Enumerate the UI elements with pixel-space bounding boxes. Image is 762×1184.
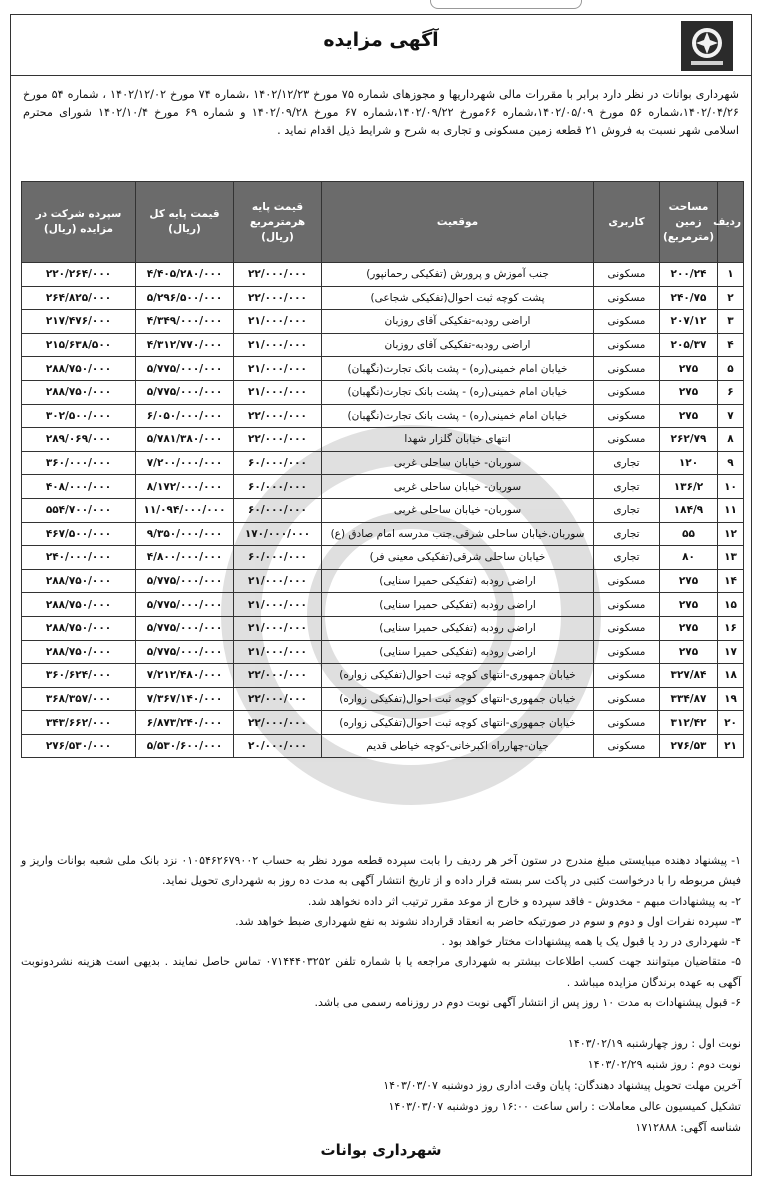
table-row [22, 428, 744, 452]
cell-unit-price: ۲۱/۰۰۰/۰۰۰ [234, 569, 322, 593]
cell-deposit: ۲۸۸/۷۵۰/۰۰۰ [22, 569, 136, 593]
cell-deposit: ۴۰۸/۰۰۰/۰۰۰ [22, 475, 136, 499]
cell-unit-price: ۶۰/۰۰۰/۰۰۰ [234, 498, 322, 522]
cell-total-price: ۵/۷۷۵/۰۰۰/۰۰۰ [136, 380, 234, 404]
table-row [22, 734, 744, 758]
cell-area: ۲۷۵ [660, 640, 718, 664]
cell-location: خیابان ساحلی شرقی(تفکیکی معینی فر) [322, 546, 594, 570]
cell-total-price: ۵/۵۳۰/۶۰۰/۰۰۰ [136, 734, 234, 758]
cell-location: خیابان جمهوری-انتهای کوچه ثبت احوال(تفکیکی زواره) [322, 687, 594, 711]
cell-unit-price: ۱۷۰/۰۰۰/۰۰۰ [234, 522, 322, 546]
cell-area: ۲۴۰/۷۵ [660, 286, 718, 310]
notice-sheet [10, 14, 752, 1176]
second-publication-date: نوبت دوم : روز شنبه ۱۴۰۳/۰۲/۲۹ [587, 1058, 741, 1071]
cell-usage: مسکونی [594, 333, 660, 357]
cell-row-number: ۱۳ [718, 546, 744, 570]
table-row [22, 640, 744, 664]
cell-usage: تجاری [594, 451, 660, 475]
first-publication-date: نوبت اول : روز چهارشنبه ۱۴۰۳/۰۲/۱۹ [567, 1037, 741, 1050]
cell-usage: مسکونی [594, 616, 660, 640]
cell-usage: تجاری [594, 475, 660, 499]
cell-total-price: ۵/۷۷۵/۰۰۰/۰۰۰ [136, 357, 234, 381]
cell-row-number: ۴ [718, 333, 744, 357]
cell-deposit: ۲۸۸/۷۵۰/۰۰۰ [22, 616, 136, 640]
submission-deadline: آخرین مهلت تحویل پیشنهاد دهندگان: پایان وقت اداری روز دوشنبه ۱۴۰۳/۰۳/۰۷ [383, 1079, 741, 1092]
cell-area: ۱۸۴/۹ [660, 498, 718, 522]
table-header-row [22, 182, 744, 263]
cell-deposit: ۲۸۹/۰۶۹/۰۰۰ [22, 428, 136, 452]
condition-item: ۶- قبول پیشنهادات به مدت ۱۰ روز پس از انتشار آگهی نوبت دوم در روزنامه رسمی می باشد. [314, 996, 741, 1010]
cell-area: ۲۷۵ [660, 380, 718, 404]
conditions-list [21, 851, 741, 1013]
cell-location: اراضی رودبه (تفکیکی حمیرا سنایی) [322, 616, 594, 640]
table-row [22, 616, 744, 640]
cell-unit-price: ۲۲/۰۰۰/۰۰۰ [234, 286, 322, 310]
cell-area: ۲۷۵ [660, 593, 718, 617]
cell-usage: تجاری [594, 522, 660, 546]
cell-deposit: ۴۶۷/۵۰۰/۰۰۰ [22, 522, 136, 546]
cell-area: ۲۰۰/۲۴ [660, 263, 718, 287]
cell-total-price: ۵/۷۷۵/۰۰۰/۰۰۰ [136, 616, 234, 640]
cell-row-number: ۱۴ [718, 569, 744, 593]
table-row [22, 569, 744, 593]
cell-area: ۸۰ [660, 546, 718, 570]
cell-total-price: ۵/۷۸۱/۳۸۰/۰۰۰ [136, 428, 234, 452]
cell-area: ۲۷۵ [660, 357, 718, 381]
cell-row-number: ۲۰ [718, 711, 744, 735]
cell-total-price: ۵/۷۷۵/۰۰۰/۰۰۰ [136, 640, 234, 664]
header-usage: کاربری [594, 182, 660, 263]
cell-unit-price: ۲۲/۰۰۰/۰۰۰ [234, 711, 322, 735]
cell-usage: مسکونی [594, 711, 660, 735]
cell-total-price: ۴/۴۰۵/۲۸۰/۰۰۰ [136, 263, 234, 287]
table-row [22, 593, 744, 617]
cell-deposit: ۲۸۸/۷۵۰/۰۰۰ [22, 380, 136, 404]
condition-item: ۳- سپرده نفرات اول و دوم و سوم در صورتیکه حاضر به انعقاد قرارداد نشوند به نفع شهرداری ضبط خواهد شد. [235, 914, 741, 928]
cell-deposit: ۲۶۴/۸۲۵/۰۰۰ [22, 286, 136, 310]
cell-total-price: ۵/۲۹۶/۵۰۰/۰۰۰ [136, 286, 234, 310]
table-row [22, 451, 744, 475]
cell-row-number: ۳ [718, 310, 744, 334]
cell-location: جیان-چهارراه اکبرخانی-کوچه خیاطی قدیم [322, 734, 594, 758]
cell-usage: مسکونی [594, 286, 660, 310]
cell-row-number: ۲۱ [718, 734, 744, 758]
cell-deposit: ۲۱۵/۶۳۸/۵۰۰ [22, 333, 136, 357]
cell-area: ۱۲۰ [660, 451, 718, 475]
cell-unit-price: ۲۲/۰۰۰/۰۰۰ [234, 263, 322, 287]
cell-row-number: ۵ [718, 357, 744, 381]
cell-total-price: ۴/۸۰۰/۰۰۰/۰۰۰ [136, 546, 234, 570]
cell-row-number: ۱۷ [718, 640, 744, 664]
cell-usage: مسکونی [594, 404, 660, 428]
cell-unit-price: ۶۰/۰۰۰/۰۰۰ [234, 451, 322, 475]
condition-item: ۵- متقاضیان میتوانند جهت کسب اطلاعات بیشتر به شهرداری مراجعه یا با شماره تلفن ۰۷۱۴۴۴۰۳۲۵۲ تماس حاصل نمایند . بدیهی است هزینه نشردونوبت آگهی به عهده برندگان مزایده میباشد . [21, 955, 741, 989]
header-unit-price: قیمت پایه هرمترمربع (ریال) [234, 182, 322, 263]
cell-row-number: ۱۸ [718, 664, 744, 688]
cell-deposit: ۳۶۰/۶۲۴/۰۰۰ [22, 664, 136, 688]
cell-area: ۳۳۴/۸۷ [660, 687, 718, 711]
cell-deposit: ۲۷۶/۵۳۰/۰۰۰ [22, 734, 136, 758]
cell-row-number: ۸ [718, 428, 744, 452]
header-deposit: سپرده شرکت در مزایده (ریال) [22, 182, 136, 263]
header-location: موقعیت [322, 182, 594, 263]
cell-location: سوربان- خیابان ساحلی غربی [322, 498, 594, 522]
cell-location: اراضی رودبه (تفکیکی حمیرا سنایی) [322, 640, 594, 664]
cell-unit-price: ۲۱/۰۰۰/۰۰۰ [234, 380, 322, 404]
cell-area: ۲۷۶/۵۳ [660, 734, 718, 758]
cell-deposit: ۲۸۸/۷۵۰/۰۰۰ [22, 593, 136, 617]
lots-table [21, 181, 744, 758]
cell-deposit: ۲۱۷/۴۷۶/۰۰۰ [22, 310, 136, 334]
table-row [22, 687, 744, 711]
cell-location: سوربان- خیابان ساحلی غربی [322, 475, 594, 499]
cell-location: اراضی رودبه (تفکیکی حمیرا سنایی) [322, 569, 594, 593]
cell-location: خیابان جمهوری-انتهای کوچه ثبت احوال(تفکیکی زواره) [322, 711, 594, 735]
cell-deposit: ۳۶۰/۰۰۰/۰۰۰ [22, 451, 136, 475]
cell-area: ۳۱۲/۴۲ [660, 711, 718, 735]
cell-row-number: ۱ [718, 263, 744, 287]
schedule-block [21, 1033, 741, 1138]
cell-area: ۳۲۷/۸۴ [660, 664, 718, 688]
cell-row-number: ۱۶ [718, 616, 744, 640]
header-total-price: قیمت پایه کل (ریال) [136, 182, 234, 263]
cell-unit-price: ۲۲/۰۰۰/۰۰۰ [234, 687, 322, 711]
cell-total-price: ۱۱/۰۹۴/۰۰۰/۰۰۰ [136, 498, 234, 522]
table-row [22, 263, 744, 287]
cell-total-price: ۸/۱۷۲/۰۰۰/۰۰۰ [136, 475, 234, 499]
header-row-number: ردیف [718, 182, 744, 263]
cell-deposit: ۳۰۲/۵۰۰/۰۰۰ [22, 404, 136, 428]
cell-row-number: ۱۹ [718, 687, 744, 711]
cell-area: ۵۵ [660, 522, 718, 546]
cell-deposit: ۲۸۸/۷۵۰/۰۰۰ [22, 357, 136, 381]
cell-unit-price: ۲۱/۰۰۰/۰۰۰ [234, 593, 322, 617]
cell-total-price: ۹/۳۵۰/۰۰۰/۰۰۰ [136, 522, 234, 546]
cell-deposit: ۳۴۳/۶۶۲/۰۰۰ [22, 711, 136, 735]
cell-row-number: ۶ [718, 380, 744, 404]
condition-item: ۱- پیشنهاد دهنده میبایستی مبلغ مندرج در ستون آخر هر ردیف را بابت سپرده قطعه مورد نظر به حساب ۰۱۰۵۴۶۲۶۷۹۰۰۲ نزد بانک ملی شعبه بوانات واریز و فیش مربوطه را با درخواست کتبی در پاکت سر بسته قرار داده و از تاریخ انتشار آگهی به مدت ده روز به شهرداری تحویل نماید. [21, 854, 741, 888]
cell-total-price: ۶/۸۷۳/۲۴۰/۰۰۰ [136, 711, 234, 735]
table-row [22, 404, 744, 428]
cell-unit-price: ۲۲/۰۰۰/۰۰۰ [234, 428, 322, 452]
table-row [22, 664, 744, 688]
cell-area: ۱۳۶/۲ [660, 475, 718, 499]
cell-usage: مسکونی [594, 263, 660, 287]
cell-row-number: ۱۱ [718, 498, 744, 522]
table-row [22, 711, 744, 735]
table-row [22, 286, 744, 310]
cell-area: ۲۰۷/۱۲ [660, 310, 718, 334]
page-title: آگهی مزایده [323, 29, 439, 51]
table-row [22, 357, 744, 381]
cell-location: خیابان امام خمینی(ره) - پشت بانک تجارت(نگهبان) [322, 357, 594, 381]
cell-unit-price: ۲۰/۰۰۰/۰۰۰ [234, 734, 322, 758]
cell-area: ۲۷۵ [660, 569, 718, 593]
cell-usage: مسکونی [594, 664, 660, 688]
cell-location: جنب آموزش و پرورش (تفکیکی رحمانپور) [322, 263, 594, 287]
cell-unit-price: ۲۱/۰۰۰/۰۰۰ [234, 310, 322, 334]
cell-total-price: ۷/۲۱۲/۴۸۰/۰۰۰ [136, 664, 234, 688]
cell-location: سوربان- خیابان ساحلی غربی [322, 451, 594, 475]
cell-location: اراضی رودبه-تفکیکی آقای روزبان [322, 333, 594, 357]
cell-location: خیابان امام خمینی(ره) - پشت بانک تجارت(نگهبان) [322, 404, 594, 428]
cell-usage: مسکونی [594, 569, 660, 593]
table-body [22, 263, 744, 758]
cell-usage: مسکونی [594, 734, 660, 758]
table-row [22, 498, 744, 522]
table-row [22, 310, 744, 334]
cell-total-price: ۷/۲۰۰/۰۰۰/۰۰۰ [136, 451, 234, 475]
cell-area: ۲۰۵/۳۷ [660, 333, 718, 357]
cell-unit-price: ۲۲/۰۰۰/۰۰۰ [234, 404, 322, 428]
intro-paragraph: شهرداری بوانات در نظر دارد برابر با مقررات مالی شهرداریها و مجوزهای شماره ۷۵ مورخ ۱۴۰۲/۱۲/۲۳ ،شماره ۷۴ مورخ ۱۴۰۲/۱۲/۰۲ ، شماره ۵۴ مورخ ۱۴۰۲/۰۴/۲۶،شماره ۵۶ مورخ ۱۴۰۲/۰۵/۰۹،شماره ۶۶مورخ ۱۴۰۲/۰۹/۲۲،شماره ۶۷ مورخ ۱۴۰۲/۰۹/۲۸ و شماره ۶۹ مورخ ۱۴۰۲/۱۰/۴ شورای محترم اسلامی شهر نسبت به فروش ۲۱ قطعه زمین مسکونی و تجاری به شرح و شرایط ذیل اقدام نماید . [23, 88, 739, 137]
cell-location: اراضی رودبه (تفکیکی حمیرا سنایی) [322, 593, 594, 617]
cell-usage: مسکونی [594, 310, 660, 334]
cell-unit-price: ۲۱/۰۰۰/۰۰۰ [234, 640, 322, 664]
cell-row-number: ۹ [718, 451, 744, 475]
cell-usage: مسکونی [594, 640, 660, 664]
cell-area: ۲۷۵ [660, 616, 718, 640]
header-area: مساحت زمین (مترمربع) [660, 182, 718, 263]
cell-row-number: ۱۵ [718, 593, 744, 617]
cell-usage: مسکونی [594, 428, 660, 452]
cell-usage: تجاری [594, 498, 660, 522]
page-tab-edge [430, 0, 582, 9]
cell-total-price: ۵/۷۷۵/۰۰۰/۰۰۰ [136, 593, 234, 617]
cell-location: خیابان جمهوری-انتهای کوچه ثبت احوال(تفکیکی زواره) [322, 664, 594, 688]
cell-total-price: ۶/۰۵۰/۰۰۰/۰۰۰ [136, 404, 234, 428]
notice-id: شناسه آگهی: ۱۷۱۲۸۸۸ [635, 1121, 741, 1134]
cell-deposit: ۲۲۰/۲۶۴/۰۰۰ [22, 263, 136, 287]
condition-item: ۲- به پیشنهادات مبهم - مخدوش - فاقد سپرده و خارج از موعد مقرر ترتیب اثر داده نخواهد شد. [307, 894, 741, 908]
cell-row-number: ۲ [718, 286, 744, 310]
cell-deposit: ۲۸۸/۷۵۰/۰۰۰ [22, 640, 136, 664]
cell-location: انتهای خیابان گلزار شهدا [322, 428, 594, 452]
cell-unit-price: ۲۱/۰۰۰/۰۰۰ [234, 616, 322, 640]
cell-deposit: ۳۶۸/۳۵۷/۰۰۰ [22, 687, 136, 711]
cell-usage: مسکونی [594, 380, 660, 404]
cell-usage: مسکونی [594, 357, 660, 381]
table-row [22, 546, 744, 570]
table-row [22, 380, 744, 404]
condition-item: ۴- شهرداری در رد یا قبول یک یا همه پیشنهادات مختار خواهد بود . [441, 935, 741, 949]
cell-row-number: ۱۰ [718, 475, 744, 499]
cell-deposit: ۵۵۴/۷۰۰/۰۰۰ [22, 498, 136, 522]
cell-unit-price: ۲۱/۰۰۰/۰۰۰ [234, 333, 322, 357]
cell-area: ۲۶۲/۷۹ [660, 428, 718, 452]
cell-area: ۲۷۵ [660, 404, 718, 428]
table-row [22, 333, 744, 357]
cell-deposit: ۲۴۰/۰۰۰/۰۰۰ [22, 546, 136, 570]
cell-row-number: ۱۲ [718, 522, 744, 546]
cell-location: خیابان امام خمینی(ره) - پشت بانک تجارت(نگهبان) [322, 380, 594, 404]
commission-meeting: تشکیل کمیسیون عالی معاملات : راس ساعت ۱۶:۰۰ روز دوشنبه ۱۴۰۳/۰۳/۰۷ [388, 1100, 741, 1113]
cell-usage: مسکونی [594, 687, 660, 711]
cell-location: پشت کوچه ثبت احوال(تفکیکی شجاعی) [322, 286, 594, 310]
cell-total-price: ۴/۳۱۲/۷۷۰/۰۰۰ [136, 333, 234, 357]
cell-usage: تجاری [594, 546, 660, 570]
table-row [22, 475, 744, 499]
issuer-signature: شهرداری بوانات [320, 1141, 442, 1159]
cell-unit-price: ۲۲/۰۰۰/۰۰۰ [234, 664, 322, 688]
cell-location: اراضی رودبه-تفکیکی آقای روزبان [322, 310, 594, 334]
cell-total-price: ۴/۳۴۹/۰۰۰/۰۰۰ [136, 310, 234, 334]
cell-row-number: ۷ [718, 404, 744, 428]
cell-usage: مسکونی [594, 593, 660, 617]
cell-unit-price: ۶۰/۰۰۰/۰۰۰ [234, 546, 322, 570]
cell-unit-price: ۶۰/۰۰۰/۰۰۰ [234, 475, 322, 499]
notice-header [11, 15, 751, 76]
cell-total-price: ۵/۷۷۵/۰۰۰/۰۰۰ [136, 569, 234, 593]
cell-location: سوربان.خیابان ساحلی شرقی.جنب مدرسه امام صادق (ع) [322, 522, 594, 546]
cell-unit-price: ۲۱/۰۰۰/۰۰۰ [234, 357, 322, 381]
table-row [22, 522, 744, 546]
cell-total-price: ۷/۳۶۷/۱۴۰/۰۰۰ [136, 687, 234, 711]
